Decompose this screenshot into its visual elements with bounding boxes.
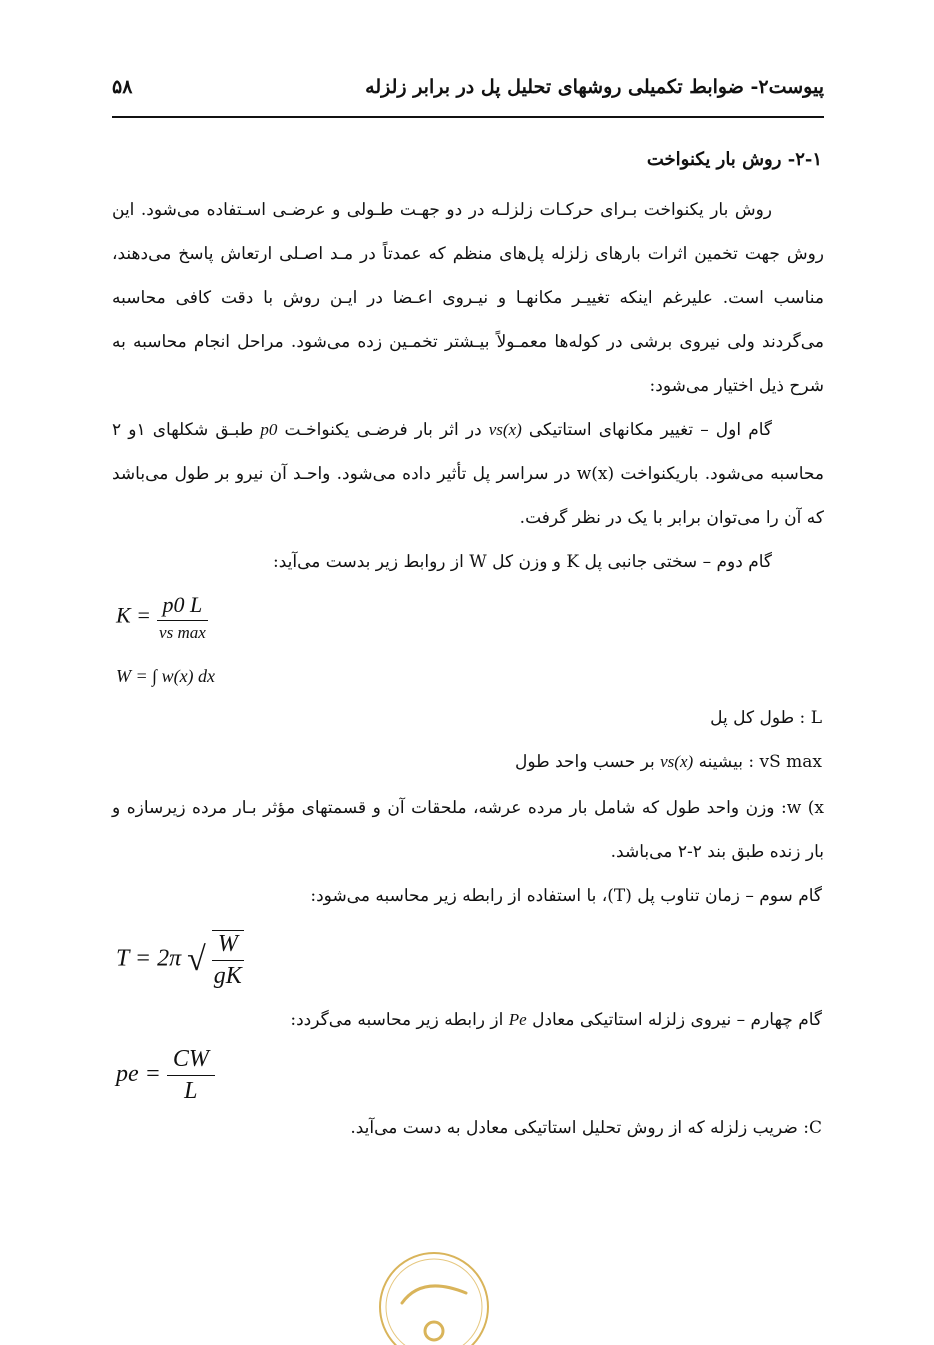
formula-T-lhs: T = 2π <box>116 945 182 972</box>
definition-vs-text-c: بر حسب واحد طول <box>515 752 655 772</box>
formula-K-fraction <box>157 592 209 643</box>
step1-text-b: در اثر بار فرضـی یکنواخـت <box>284 420 482 440</box>
formula-pe-numerator: CW <box>167 1046 215 1076</box>
formula-pe-denominator: L <box>184 1078 198 1104</box>
formula-K <box>116 592 208 643</box>
step2-paragraph: گام دوم – سختی جانبی پل K و وزن کل W از روابط زیر بدست می‌آید: <box>272 552 772 572</box>
definition-vs-text-a: vS max : بیشینه <box>698 752 822 772</box>
step3-paragraph: گام سوم – زمان تناوب پل (T)، با استفاده از رابطه زیر محاسبه می‌شود: <box>310 886 822 906</box>
formula-T <box>116 930 244 990</box>
step4-text-a: گام چهارم – نیروی زلزله استاتیکی معادل <box>532 1010 822 1030</box>
step4-paragraph <box>290 1010 822 1030</box>
formula-T-fraction <box>212 930 244 990</box>
intro-paragraph: روش بار یکنواخت بـرای حرکـات زلزلـه در دو جهـت طـولی و عرضـی اسـتفاده می‌شود. این روش جهت تخمین اثرات بارهای زلزله پل‌های منظم که عمدتاً در مـد اصـلی ارتعاش پاسخ می‌دهند، مناسب است. علیرغم اینکه تغییـر مکانهـا و نیـروی اعـضا در ایـن روش با دقت کافی محاسبه می‌گردند ولی نیروی برشی در کوله‌ها معمـولاً بیـشتر تخمـین زده می‌شود. مراحل انجام محاسبه به شرح ذیل اختیار می‌شود: <box>112 200 824 396</box>
formula-T-numerator: W <box>212 931 244 961</box>
formula-K-numerator: p0 L <box>157 592 209 621</box>
step1-text-c: طبـق شکلهای ۱و ۲ محاسبه می‌شود. باریکنواخت w(x) در سراسر پل تأثیر داده می‌شود. واحـد آن نیرو بر طول می‌باشد که آن را می‌توان برابر با یک در نظر گرفت. <box>112 420 824 528</box>
definition-L: L : طول کل پل <box>710 708 822 728</box>
step1-p0-symbol: p0 <box>260 420 278 439</box>
definition-vs-max <box>515 752 822 772</box>
formula-pe <box>116 1046 215 1105</box>
formula-K-denominator: vs max <box>159 623 206 642</box>
page-header <box>112 72 824 112</box>
page-number: ۵۸ <box>112 76 133 98</box>
step4-pe-symbol: Pe <box>508 1010 527 1029</box>
formula-pe-lhs: pe = <box>116 1061 161 1088</box>
section-heading: ۲-۱- روش بار یکنواخت <box>646 149 822 170</box>
header-divider <box>112 116 824 118</box>
publisher-logo <box>372 1245 496 1345</box>
header-title: پیوست۲- ضوابط تکمیلی روشهای تحلیل پل در برابر زلزله <box>365 76 824 98</box>
formula-pe-fraction <box>167 1046 215 1105</box>
step1-paragraph <box>112 408 824 540</box>
definition-C: C: ضریب زلزله که از روش تحلیل استاتیکی معادل به دست می‌آید. <box>350 1118 822 1138</box>
formula-W: W = ∫ w(x) dx <box>116 666 216 686</box>
step1-vs-symbol: vs(x) <box>488 420 522 439</box>
formula-T-denominator: gK <box>213 963 242 989</box>
step1-text-a: گام اول – تغییر مکانهای استاتیکی <box>528 420 772 440</box>
sqrt-symbol: √ <box>187 941 206 978</box>
definition-vs-symbol: vs(x) <box>660 752 694 771</box>
formula-K-lhs: K = <box>116 602 152 628</box>
definition-w: w (x: وزن واحد طول که شامل بار مرده عرشه، ملحقات آن و قسمتهای مؤثر بـار مرده زیرسازه و بار زنده طبق بند ۲-۲ می‌باشد. <box>112 798 824 862</box>
step4-text-b: از رابطه زیر محاسبه می‌گردد: <box>290 1010 504 1030</box>
